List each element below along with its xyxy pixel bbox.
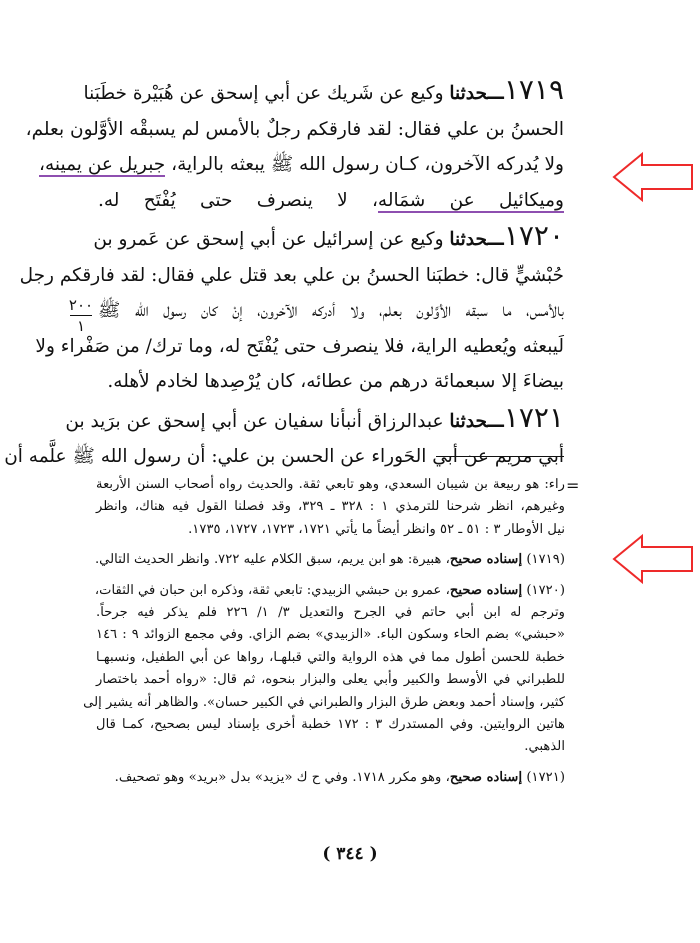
text-segment: وكيع عن شَريك عن أبي إسحق عن هُبَيْرة خطَبَنا — [83, 83, 450, 104]
footnote-line — [96, 736, 565, 758]
footnote-gap — [96, 541, 565, 549]
text-segment: وترجم له ابن أبي حاتم في الجرح والتعديل ٣/ ١/ ٢٢٦ فلم يذكر فيه جرحاً. — [96, 605, 565, 621]
main-text-line — [98, 293, 564, 329]
footnote-separator — [436, 456, 564, 457]
main-text-line — [39, 147, 564, 183]
text-segment: وغيرهم، انظر شرحنا للترمذي ١ : ٣٢٨ ـ ٣٢٩، وقد فصلنا القول فيه هناك، وانظر — [96, 499, 565, 515]
text-segment: هاتين الروايتين. وفي المستدرك ٣ : ١٧٢ خطبة أخرى بإسناد ليس بصحيح، كمـا قال — [96, 717, 566, 733]
footnote-line — [96, 767, 565, 789]
hadith-opening-word: حدثنا — [449, 83, 488, 104]
footnote-line — [83, 692, 565, 714]
hadith-opening-word: حدثنا — [449, 229, 488, 250]
footnote-line — [96, 669, 565, 691]
footnote-line — [96, 714, 565, 736]
footnote-line — [96, 602, 565, 624]
text-segment: بالأمس، ما سبقه الأوَّلون بعلم، ولا أدركه الآخرون، إنْ كان رسول الله ﷺ — [98, 300, 564, 321]
text-segment: للطبراني في الأوسط والكبير وأبي يعلى والبزار بنحوه، ثم قال: «رواه أحمد باختصار — [96, 672, 565, 688]
footnote-line — [96, 496, 565, 518]
text-segment: أبي مريم عن أبي الحَوراء عن الحسن بن علي: أن رسول الله ﷺ علَّمه أن — [4, 446, 564, 467]
hadith-number: ١٧٢١ــ — [487, 400, 564, 434]
highlighted-phrase: جبريل عن يمينه، — [39, 154, 166, 175]
text-segment: حُبْشيٍّ قال: خطبَنا الحسنُ بن علي بعد قتل علي فقال: لقد فارقكم رجل — [19, 264, 564, 286]
page-number: ( ٣٤٤ ) — [322, 844, 378, 864]
isnad-grade: إسناده صحيح — [449, 582, 523, 598]
main-text-line — [25, 112, 564, 148]
main-text-line — [83, 72, 564, 112]
footnote-number: (١٧٢٠) — [522, 582, 565, 598]
text-segment: الحسنُ بن علي فقال: لقد فارقكم رجلٌ بالأمس لم يسبقْه الأوَّلون بعلم، — [25, 118, 564, 140]
main-text-line — [98, 364, 564, 400]
text-segment: ، لا ينصرف حتى يُفْتَح له. — [98, 189, 378, 211]
hadith-opening-word: حدثنا — [449, 410, 488, 432]
main-text-line — [35, 329, 564, 365]
text-segment: نيل الأوطار ٣ : ٥١ ـ ٥٢ وانظر أيضاً ما يأتي ١٧٢١، ١٧٢٣، ١٧٢٧، ١٧٣٥. — [188, 521, 565, 537]
main-text-line — [65, 400, 564, 440]
text-segment: راء: هو ربيعة بن شيبان السعدي، وهو تابعي ثقة. والحديث رواه أصحاب السنن الأربعة — [96, 477, 565, 492]
footnote-number: (١٧١٩) — [522, 552, 565, 568]
main-text-line — [93, 218, 564, 258]
footnote-number: (١٧٢١) — [522, 769, 565, 785]
left-arrow-icon — [612, 152, 694, 202]
footnotes — [83, 474, 566, 789]
text-segment: ولا يُدركه الآخرون، كـان رسول الله ﷺ يبعثه بالراية، — [165, 154, 564, 175]
footnote-gap — [96, 572, 565, 580]
text-segment: وكيع عن إسرائيل عن أبي إسحق عن عَمرو بن — [93, 229, 450, 250]
footnote-line — [96, 474, 565, 496]
hadith-number: ١٧١٩ــ — [487, 73, 564, 106]
text-segment: ، هبيرة: هو ابن يريم، سبق الكلام عليه ٧٢٢. وانظر الحديث التالي. — [94, 552, 450, 568]
text-segment: خطبة للحسن أطول مما في هذه الرواية والتي قبلهـا، رواها عن أبي الطفيل، ونسبهـا — [96, 649, 565, 665]
text-segment: ، وهو مكرر ١٧١٨. وفي ح ك «يزيد» بدل «بريد» وهو تصحيف. — [114, 769, 450, 785]
text-segment: ، عمرو بن حبشي الزبيدي: تابعي ثقة، وذكره ابن حبان في الثقات، — [94, 582, 450, 598]
footnote-line — [96, 624, 565, 646]
footnote-line — [96, 647, 565, 669]
footnote-line — [96, 549, 565, 571]
hadith-number: ١٧٢٠ــ — [487, 219, 564, 252]
isnad-grade: إسناده صحيح — [449, 552, 523, 568]
margin-ref-divider — [70, 315, 92, 316]
footnote-line — [96, 519, 565, 541]
main-text-line — [19, 258, 564, 294]
isnad-grade: إسناده صحيح — [449, 769, 523, 785]
footnote-gap — [96, 759, 565, 767]
footnote-continuation-mark: = — [566, 476, 580, 495]
margin-ref-bottom: ١ — [76, 317, 86, 335]
main-text-line — [98, 183, 564, 219]
text-segment: كثير، وإسناد أحمد وبعض طرق البزار والطبراني في الكبير حسان». والظاهر أنه يشير إلى — [83, 694, 565, 710]
text-segment: «حبشي» بضم الحاء وسكون الباء. «الزبيدي» بضم الزاي. وفي مجمع الزوائد ٩ : ١٤٦ — [96, 627, 565, 643]
left-arrow-icon — [612, 534, 694, 584]
text-segment: عبدالرزاق أنبأنا سفيان عن أبي إسحق عن برَيد بن — [65, 410, 450, 432]
text-segment: بيضاءَ إلا سبعمائة درهم من عطائه، كان يُرْصِدها لخادم لأهله. — [107, 371, 564, 392]
footnote-line — [96, 580, 565, 602]
margin-page-reference — [68, 296, 94, 335]
text-segment: لَيبعثه ويُعطيه الراية، فلا ينصرف حتى يُفْتَح له، وما ترك/ من صَفْراء ولا — [35, 335, 564, 357]
text-segment: الذهبي. — [524, 739, 565, 755]
margin-ref-top: ٢٠٠ — [68, 296, 94, 314]
highlighted-phrase: وميكائيل عن شمَاله — [377, 189, 564, 211]
